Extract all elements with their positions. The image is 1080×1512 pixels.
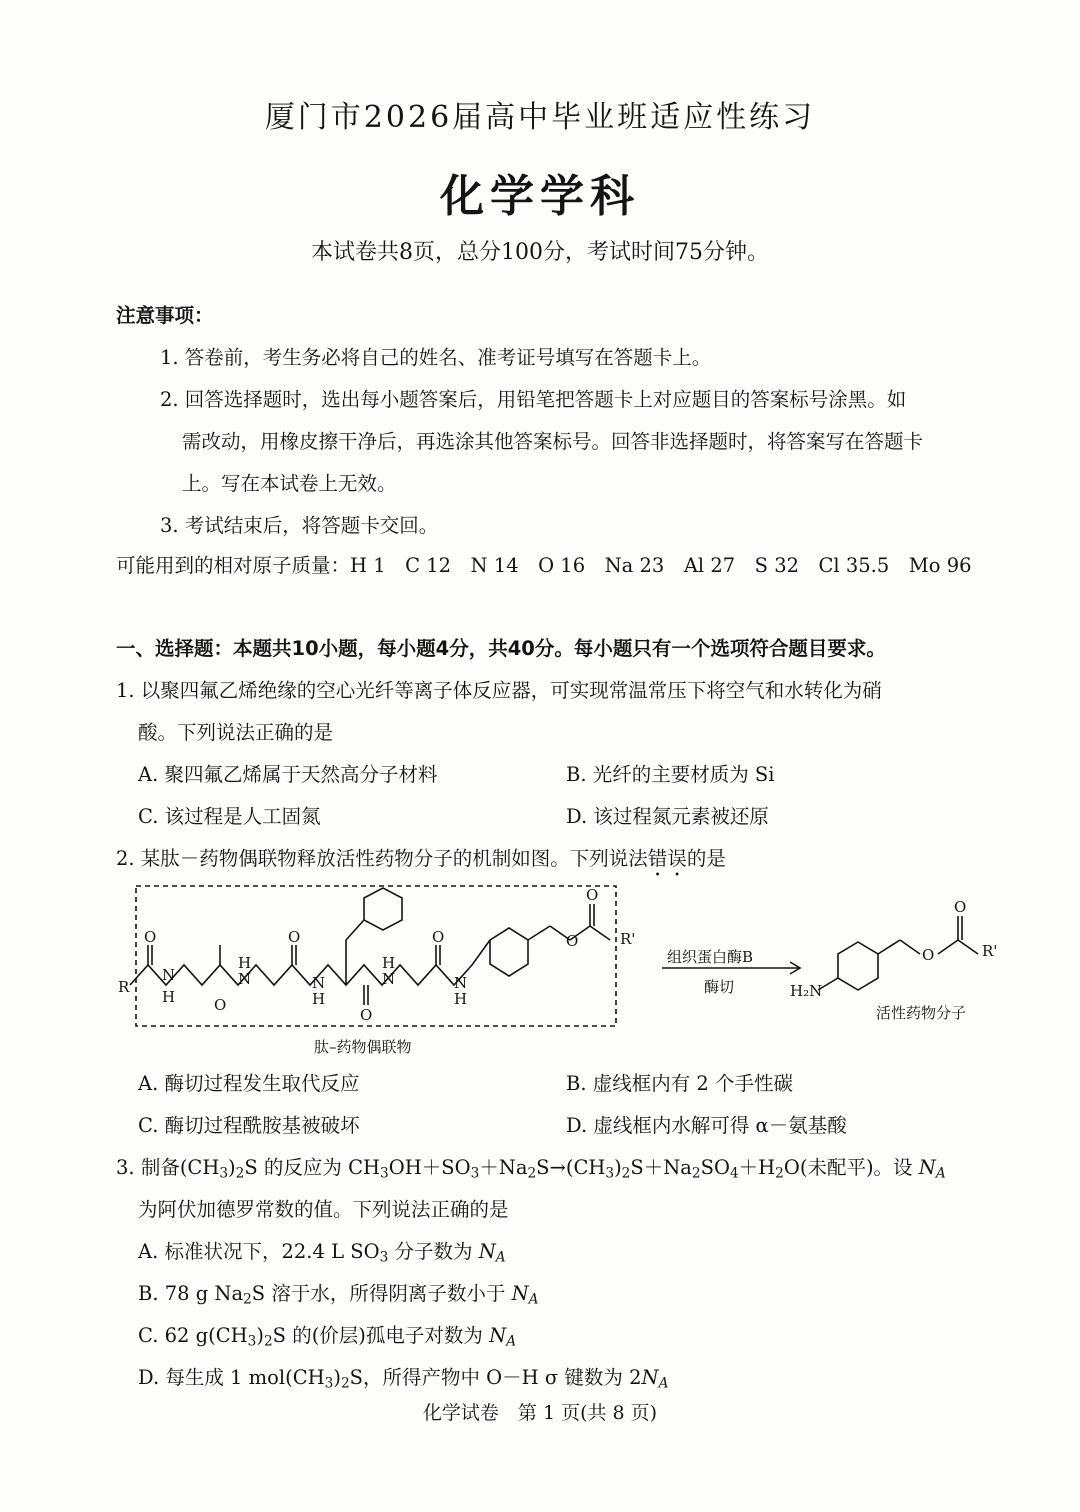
q1-option-b: B. 光纤的主要材质为 Si (566, 763, 775, 786)
notes-heading: 注意事项： (116, 304, 214, 327)
arrow-top-label: 组织蛋白酶B (667, 948, 754, 966)
r-group-label: R (118, 978, 130, 996)
arrow-bottom-label: 酶切 (704, 978, 735, 996)
svg-text:N: N (454, 974, 468, 992)
svg-text:H: H (454, 990, 468, 1008)
reaction-mechanism-figure (100, 880, 1020, 1060)
q2-option-c: C. 酶切过程酰胺基被破坏 (138, 1114, 360, 1137)
dashed-box (136, 886, 616, 1026)
q3-option-c: C. 62 $g(CH_3)_2S$ 的(价层)孤电子对数为 $N_A$ (138, 1324, 517, 1350)
svg-text:H: H (312, 990, 326, 1008)
emphasis-text: 错误 (647, 847, 687, 870)
q2-option-b: B. 虚线框内有 2 个手性碳 (566, 1072, 794, 1095)
svg-text:O: O (954, 898, 967, 916)
svg-text:O: O (432, 928, 445, 946)
section-heading: 一、选择题：本题共10小题，每小题4分，共40分。每小题只有一个选项符合题目要求。 (116, 637, 886, 660)
q2-stem: 2. 某肽－药物偶联物释放活性药物分子的机制如图。下列说法错误的是 (116, 847, 726, 870)
amine-label: H₂N (790, 982, 823, 1000)
note-item: 上。写在本试卷上无效。 (182, 472, 397, 495)
note-item: 3. 考试结束后，将答题卡交回。 (160, 514, 439, 537)
q1-option-d: D. 该过程氮元素被还原 (566, 805, 769, 828)
page-footer: 化学试卷 第 1 页(共 8 页) (422, 1402, 658, 1424)
svg-text:H: H (162, 988, 176, 1006)
note-item: 1. 答卷前，考生务必将自己的姓名、准考证号填写在答题卡上。 (160, 346, 712, 369)
q3-option-d: D. 每生成 1 $mol(CH_3)_2S$，所得产物中 O－H σ 键数为 $2N_A$ (138, 1366, 669, 1392)
svg-text:O: O (288, 928, 301, 946)
q3-option-a: A. 标准状况下，22.4 L $SO_3$ 分子数为 $N_A$ (138, 1240, 506, 1266)
svg-text:O: O (144, 928, 157, 946)
subject-title: 化学学科 (440, 171, 640, 222)
q1-stem-cont: 酸。下列说法正确的是 (138, 721, 334, 744)
svg-text:O: O (922, 946, 935, 964)
svg-text:R': R' (982, 942, 998, 960)
q1-stem: 1. 以聚四氟乙烯绝缘的空心光纤等离子体反应器，可实现常温常压下将空气和水转化为硝 (116, 679, 882, 702)
svg-text:H: H (238, 954, 252, 972)
q1-option-c: C. 该过程是人工固氮 (138, 805, 321, 828)
svg-text:O: O (360, 1006, 373, 1024)
atomic-masses: 可能用到的相对原子质量：H 1 C 12 N 14 O 16 Na 23 Al 27 S 32 Cl 35.5 Mo 96 (116, 554, 972, 577)
svg-text:O: O (214, 996, 227, 1014)
svg-text:H: H (382, 954, 396, 972)
q2-option-a: A. 酶切过程发生取代反应 (138, 1072, 360, 1095)
svg-text:N: N (162, 966, 176, 984)
q1-option-a: A. 聚四氟乙烯属于天然高分子材料 (138, 763, 438, 786)
svg-text:O: O (566, 932, 579, 950)
q3-stem-cont: 为阿伏加德罗常数的值。下列说法正确的是 (138, 1198, 509, 1221)
svg-text:N: N (238, 970, 252, 988)
product-label: 活性药物分子 (876, 1004, 967, 1022)
svg-text:O: O (586, 886, 599, 904)
note-item: 需改动，用橡皮擦干净后，再选涂其他答案标号。回答非选择题时，将答案写在答题卡 (182, 430, 924, 453)
note-item: 2. 回答选择题时，选出每小题答案后，用铅笔把答题卡上对应题目的答案标号涂黑。如 (160, 388, 907, 411)
q2-option-d: D. 虚线框内水解可得 α－氨基酸 (566, 1114, 847, 1137)
r-prime-label: R' (620, 930, 636, 948)
exam-info: 本试卷共8页，总分100分，考试时间75分钟。 (311, 240, 769, 265)
exam-title: 厦门市2026届高中毕业班适应性练习 (264, 100, 816, 135)
svg-text:N: N (382, 970, 396, 988)
q3-stem: 3. 制备$(CH_3)_2S$ 的反应为 $CH_3OH+SO_3+Na_2S\to(CH_3)_2S+Na_2SO_4+H_2O$(未配平)。设 $N_A$ (116, 1156, 946, 1182)
conjugate-label: 肽–药物偶联物 (314, 1038, 412, 1056)
svg-text:N: N (312, 974, 326, 992)
q3-option-b: B. 78 g $Na_2S$ 溶于水，所得阴离子数小于 $N_A$ (138, 1282, 539, 1308)
